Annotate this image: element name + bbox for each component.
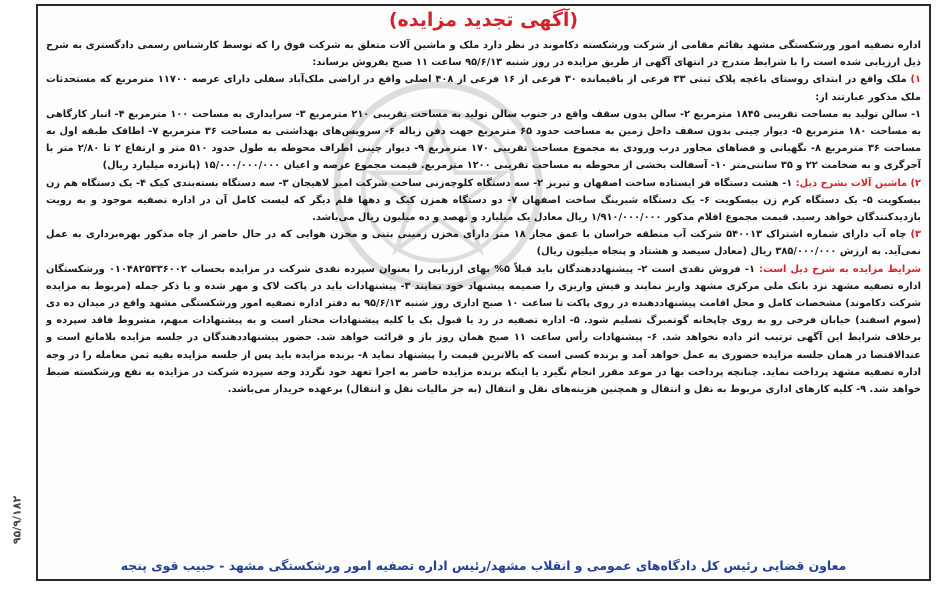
signature-line: معاون قضایی رئیس کل دادگاه‌های عمومی و انقلاب مشهد/رئیس اداره تصفیه امور ورشکستگی مشهد - حبیب قوی پنجه [120,558,847,573]
conditions-label: شرایط مزایده به شرح ذیل است: [754,263,921,275]
side-code [2,470,32,570]
item-2-text: ۱- هشت دستگاه فر ایستاده ساخت اصفهان و تبریز ۲- سه دستگاه کلوچه‌زنی ساخت شرکت امیر لاهیجان ۳- سه دستگاه بسته‌بندی کیک ۴- یک دستگاه هم زن بیسکویت ۵- یک دستگاه کرم زن بیسکویت ۶- یک دستگاه شیرینگ ساخت اصفهان ۷- دو دستگاه همزن کیک و دهها قلم دیگر که لیست کامل آن در اداره تصفیه موجود و به رویت بازدیدکنندگان خواهد رسید. قیمت مجموع اقلام مذکور ۱/۹۱۰/۰۰۰/۰۰۰ ریال معادل یک میلیارد و نهصد و ده میلیون ریال می‌باشد. [46,177,921,224]
notice-frame [36,4,931,581]
item-1 [46,71,921,105]
item-3-label: ۳) [906,229,921,241]
item-3-text: چاه آب دارای شماره اشتراک ۵۴۰۰۱۳ شرکت آب منطقه خراسان با عمق مجاز ۱۸ متر دارای مخزن زمینی بتنی و مخزن هوایی که در حال حاضر از چاه مذکور بهره‌برداری به عمل نمی‌آید. به ارزش ۳۸۵/۰۰۰/۰۰۰ ریال (معادل سیصد و هشتاد و پنجاه میلیون ریال) [46,229,921,258]
conditions-text: ۱- فروش نقدی است ۲- پیشنهاددهندگان باید قبلاً ۵% بهای ارزیابی را بعنوان سپرده نقدی شرکت در مزایده بحساب ۰۱۰۴۸۲۵۳۳۶۰۰۲ ورشکستگان اداره تصفیه مشهد نزد بانک ملی مرکزی مشهد واریز نمایند و فیش واریزی را ضمیمه پیشنهاد خود نمایند ۳- پیشنهادات باید در پاکت لاک و مهر شده و با ذکر جمله (مربوط به مزایده شرکت دکاموند) مشخصات کامل و محل اقامت پیشنهاددهنده در روی پاکت تا ساعت ۱۰ صبح اداری روز شنبه ۹۵/۶/۱۳ به دفتر اداره تصفیه امور ورشکستگی مشهد واقع در میدان ده دی (سوم اسفند) خیابان فرخی رو به روی چاپخانه گوتمبرگ تسلیم شود. ۵- اداره تصفیه در رد یا قبول یک یا کلیه پیشنهادات مختار است و به پیشنهادات مبهم، مشروط فاقد سپرده و برخلاف شرایط این آگهی ترتیب اثر داده نخواهد شد. ۶- پیشنهادات رأس ساعت ۱۱ صبح همان روز باز و قرائت خواهد شد. حضور پیشنهاددهندگان در جلسه مزایده بلامانع است و عندالاقتضا در همان جلسه مزایده حضوری به عمل خواهد آمد و برنده کسی است که بالاترین قیمت را پیشنهاد نماید ۸- برنده مزایده باید پس از جلسه مزایده بقیه ثمن معامله را در وجه اداره تصفیه مشهد پرداخت نماید. چنانچه پرداخت بها در موعد مقرر انجام نگیرد یا اینکه برنده مزایده حاضر به اجرا تعهد خود نگردد وجه سپرده شرکت در مزایده به نفع ورشکسته ضبط خواهد شد. ۹- کلیه کارهای اداری مربوط به نقل و انتقال و همچنین هزینه‌های نقل و انتقال (به جز مالیات نقل و انتقال) برعهده خریدار می‌باشد. [46,263,921,396]
item-1-details: ۱- سالن تولید به مساحت تقریبی ۱۸۴۵ مترمربع ۲- سالن بدون سقف واقع در جنوب سالن تولید به مساحت تقریبی ۲۱۰ مترمربع ۳- سرایداری به مساحت ۱۰۰ مترمربع ۴- انبار کارگاهی به مساحت ۱۸۰ مترمربع ۵- دیوار چینی بدون سقف داخل زمین به مساحت حدود ۶۵ مترمربع جهت دفن زباله ۶- سرویس‌های بهداشتی به مساحت ۳۶ مترمربع ۷- اطاقک طبقه اول به مساحت ۳۶ مترمربع ۸- نگهبانی و فضاهای مجاور درب ورودی به مجموع مساحت تقریبی ۱۷۰ مترمربع ۹- دیوار چینی اطراف محوطه به طول حدود ۵۱۰ متر و ارتفاع ۲ تا ۲/۸۰ متر با آجرگری و به ضخامت ۲۲ و ۳۵ سانتی‌متر ۱۰- آسفالت بخشی از محوطه به مساحت تقریبی ۱۲۰۰ مترمربع. قیمت مجموع عرصه و اعیان ۱۵/۰۰۰/۰۰۰/۰۰۰ (پانزده میلیارد ریال) [46,108,921,172]
notice-title: (آگهی تجدید مزایده) [388,9,579,31]
notice-body [46,37,921,547]
item-1-label: ۱) [906,74,921,86]
intro-paragraph: اداره تصفیه امور ورشکستگی مشهد بقائم مقامی از شرکت ورشکسته دکاموند در نظر دارد ملک و ماشین آلات متعلق به شرکت فوق را که توسط کارشناس رسمی دادگستری به شرح ذیل ارزیابی شده است را با شرایط مندرج در انتهای آگهی از طریق مزایده در روز شنبه ۹۵/۶/۱۳ ساعت ۱۱ صبح بفروش برساند: [46,40,921,69]
item-2-label: ۲) ماشین آلات بشرح ذیل: [792,177,921,189]
item-2 [46,175,921,227]
conditions [46,261,921,399]
item-3 [46,226,921,260]
side-code-text: ۹۵/۹/۱۸۲ [10,495,24,545]
item-1-text: ملک واقع در ابتدای روستای باغچه پلاک ثبتی ۳۳ فرعی از باقیمانده ۳۰ فرعی از ۱۶ فرعی از ۴۰۸ اصلی واقع در اراضی ملک‌آباد سفلی دارای عرصه ۱۱۷۰۰ مترمربع که مستحدثات ملک مذکور عبارتند از: [46,74,921,103]
